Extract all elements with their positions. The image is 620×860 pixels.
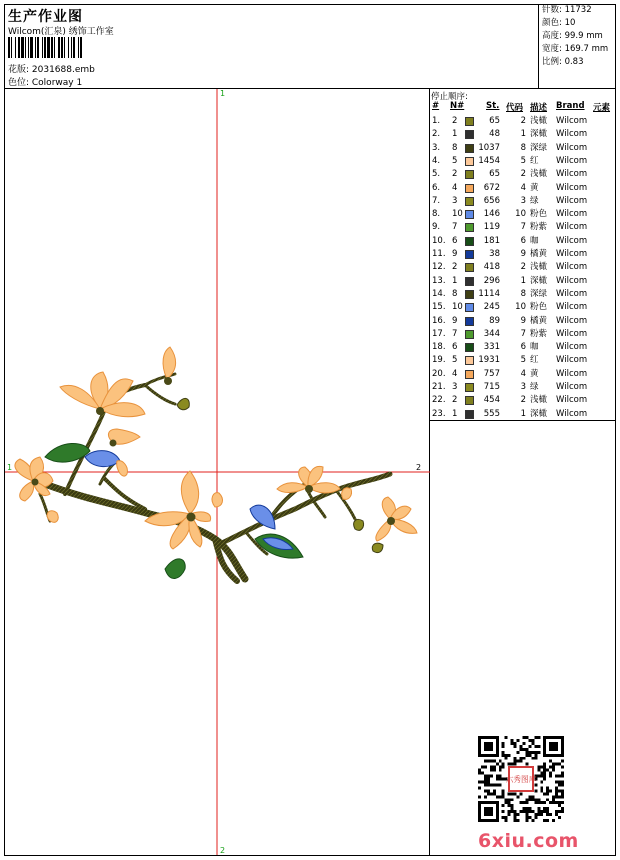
col-element: 元素: [593, 103, 611, 113]
row-code: 7: [520, 328, 526, 339]
row-brand: Wilcom: [556, 328, 588, 339]
row-code: 9: [520, 249, 526, 259]
color-swatch: [465, 343, 474, 352]
row-brand: Wilcom: [556, 315, 588, 326]
row-stitches: 1037: [478, 142, 500, 153]
row-stitches: 65: [489, 116, 500, 126]
col-code: 代码: [506, 103, 524, 113]
row-code: 10: [515, 209, 526, 220]
row-description: 浅橄: [530, 395, 548, 406]
blossom-right: [376, 497, 417, 541]
row-code: 5: [520, 155, 526, 166]
row-stitches: 555: [483, 408, 500, 419]
color-swatch: [465, 277, 474, 286]
table-row: [430, 195, 616, 208]
row-needle: 6: [452, 235, 458, 246]
table-row: [430, 275, 616, 288]
row-needle: 5: [452, 155, 458, 166]
row-code: 7: [520, 222, 526, 233]
row-brand: Wilcom: [556, 382, 588, 392]
row-description: 橘黄: [530, 315, 548, 326]
row-description: 红: [530, 355, 539, 366]
color-swatch: [465, 383, 474, 392]
table-row: [430, 115, 616, 128]
row-needle: 1: [452, 129, 458, 140]
row-needle: 2: [452, 116, 458, 126]
color-swatch: [465, 223, 474, 232]
blossom-center: [145, 471, 211, 549]
row-description: 粉色: [530, 209, 548, 220]
table-row: [430, 354, 616, 367]
color-swatch: [465, 157, 474, 166]
row-description: 红: [530, 155, 539, 166]
col-needle: N#: [450, 101, 465, 111]
row-stitches: 757: [483, 368, 500, 379]
row-code: 4: [520, 368, 526, 379]
row-index: 18.: [432, 342, 446, 353]
blossom-left: [15, 457, 53, 501]
row-description: 深绿: [530, 288, 548, 299]
color-count: 颜色: 10: [542, 18, 576, 28]
row-needle: 8: [452, 142, 458, 153]
row-brand: Wilcom: [556, 395, 588, 406]
blossom-small-top: [163, 347, 176, 385]
studio-name: Wilcom(汇泉) 绣饰工作室: [8, 27, 114, 37]
table-row: [430, 248, 616, 261]
row-stitches: 344: [483, 328, 500, 339]
row-index: 2.: [432, 129, 441, 140]
color-swatch: [465, 410, 474, 419]
table-row: [430, 155, 616, 168]
row-stitches: 146: [483, 209, 500, 220]
row-brand: Wilcom: [556, 209, 588, 220]
h-axis-right-marker: 2: [416, 463, 422, 472]
row-brand: Wilcom: [556, 262, 588, 273]
row-stitches: 715: [483, 382, 500, 392]
col-brand: Brand: [556, 101, 585, 111]
table-row: [430, 221, 616, 234]
table-row: [430, 381, 616, 394]
row-index: 11.: [432, 249, 446, 259]
row-index: 7.: [432, 195, 441, 206]
row-index: 4.: [432, 155, 441, 166]
row-index: 14.: [432, 288, 446, 299]
design-file: 花版: 2031688.emb: [8, 65, 95, 75]
row-description: 咖: [530, 342, 539, 353]
row-stitches: 454: [483, 395, 500, 406]
row-code: 1: [520, 275, 526, 286]
row-stitches: 672: [483, 182, 500, 193]
design-height: 高度: 99.9 mm: [542, 31, 603, 41]
row-brand: Wilcom: [556, 342, 588, 353]
color-swatch: [465, 237, 474, 246]
row-needle: 7: [452, 222, 458, 233]
row-code: 4: [520, 182, 526, 193]
v-axis-top-marker: 1: [220, 89, 226, 98]
row-needle: 2: [452, 262, 458, 273]
row-needle: 10: [452, 209, 463, 220]
row-needle: 2: [452, 395, 458, 406]
row-description: 咖: [530, 235, 539, 246]
row-needle: 7: [452, 328, 458, 339]
table-row: [430, 328, 616, 341]
row-description: 绿: [530, 382, 539, 392]
table-row: [430, 261, 616, 274]
stitch-count: 针数: 11732: [542, 5, 592, 15]
stats-box: [538, 4, 616, 88]
row-index: 19.: [432, 355, 446, 366]
row-code: 8: [520, 288, 526, 299]
color-swatch: [465, 210, 474, 219]
row-description: 深橄: [530, 129, 548, 140]
row-code: 2: [520, 395, 526, 406]
blossom-right-upper: [277, 466, 340, 493]
row-needle: 1: [452, 275, 458, 286]
row-code: 6: [520, 342, 526, 353]
col-index: #: [432, 101, 440, 111]
table-row: [430, 301, 616, 314]
row-stitches: 1454: [478, 155, 500, 166]
row-stitches: 1931: [478, 355, 500, 366]
table-row: [430, 368, 616, 381]
col-description: 描述: [530, 103, 548, 113]
color-swatch: [465, 184, 474, 193]
row-description: 浅橄: [530, 116, 548, 126]
row-brand: Wilcom: [556, 222, 588, 233]
embroidery-canvas: [5, 89, 430, 855]
row-index: 6.: [432, 182, 441, 193]
row-brand: Wilcom: [556, 408, 588, 419]
row-needle: 3: [452, 382, 458, 392]
row-brand: Wilcom: [556, 249, 588, 259]
table-row: [430, 168, 616, 181]
blossom-bud-center: [212, 493, 222, 507]
blossom-bud-right: [177, 398, 189, 409]
row-stitches: 1114: [478, 288, 500, 299]
color-swatch: [465, 250, 474, 259]
color-swatch: [465, 303, 474, 312]
row-index: 15.: [432, 302, 446, 313]
row-index: 12.: [432, 262, 446, 273]
row-code: 6: [520, 235, 526, 246]
row-index: 16.: [432, 315, 446, 326]
row-stitches: 48: [489, 129, 500, 140]
row-brand: Wilcom: [556, 195, 588, 206]
row-needle: 2: [452, 169, 458, 180]
row-description: 深橄: [530, 408, 548, 419]
row-description: 深橄: [530, 275, 548, 286]
row-needle: 10: [452, 302, 463, 313]
blossom-upper: [60, 372, 145, 417]
table-row: [430, 288, 616, 301]
row-needle: 1: [452, 408, 458, 419]
row-needle: 3: [452, 195, 458, 206]
row-index: 3.: [432, 142, 441, 153]
row-description: 粉紫: [530, 222, 548, 233]
row-code: 5: [520, 355, 526, 366]
row-needle: 8: [452, 288, 458, 299]
color-swatch: [465, 396, 474, 405]
table-row: [430, 182, 616, 195]
color-swatch: [465, 197, 474, 206]
table-row: [430, 315, 616, 328]
color-swatch: [465, 144, 474, 153]
barcode: [8, 37, 146, 58]
col-stitches: St.: [486, 101, 500, 111]
row-code: 10: [515, 302, 526, 313]
row-index: 21.: [432, 382, 446, 392]
row-brand: Wilcom: [556, 169, 588, 180]
panel-divider: [430, 420, 616, 421]
row-code: 9: [520, 315, 526, 326]
row-description: 黄: [530, 182, 539, 193]
color-swatch: [465, 317, 474, 326]
table-header: [430, 101, 616, 113]
row-stitches: 89: [489, 315, 500, 326]
row-brand: Wilcom: [556, 182, 588, 193]
table-row: [430, 128, 616, 141]
row-index: 10.: [432, 235, 446, 246]
h-axis-left-marker: 1: [7, 463, 13, 472]
row-brand: Wilcom: [556, 235, 588, 246]
color-swatch: [465, 263, 474, 272]
row-brand: Wilcom: [556, 275, 588, 286]
row-brand: Wilcom: [556, 155, 588, 166]
qr-seal: 六秀图库: [505, 775, 537, 785]
row-description: 绿: [530, 195, 539, 206]
color-swatch: [465, 290, 474, 299]
color-swatch: [465, 130, 474, 139]
table-row: [430, 208, 616, 221]
v-axis-bottom-marker: 2: [220, 846, 226, 855]
row-index: 17.: [432, 328, 446, 339]
row-brand: Wilcom: [556, 142, 588, 153]
row-brand: Wilcom: [556, 288, 588, 299]
row-code: 2: [520, 169, 526, 180]
table-row: [430, 394, 616, 407]
color-swatch: [465, 330, 474, 339]
row-brand: Wilcom: [556, 129, 588, 140]
colorway: 色位: Colorway 1: [8, 78, 83, 88]
qr-code: [478, 736, 564, 822]
table-row: [430, 341, 616, 354]
design-width: 宽度: 169.7 mm: [542, 44, 609, 54]
header: [4, 4, 616, 89]
color-swatch: [465, 356, 474, 365]
row-index: 13.: [432, 275, 446, 286]
row-code: 2: [520, 116, 526, 126]
design-preview: [5, 89, 430, 855]
row-description: 粉色: [530, 302, 548, 313]
row-brand: Wilcom: [556, 116, 588, 126]
row-needle: 9: [452, 315, 458, 326]
row-stitches: 181: [483, 235, 500, 246]
row-stitches: 656: [483, 195, 500, 206]
row-description: 粉紫: [530, 328, 548, 339]
design-scale: 比例: 0.83: [542, 57, 584, 67]
table-row: [430, 235, 616, 248]
row-code: 2: [520, 262, 526, 273]
row-index: 9.: [432, 222, 441, 233]
row-code: 3: [520, 382, 526, 392]
row-stitches: 418: [483, 262, 500, 273]
row-code: 1: [520, 408, 526, 419]
row-needle: 9: [452, 249, 458, 259]
row-brand: Wilcom: [556, 302, 588, 313]
color-swatch: [465, 370, 474, 379]
table-row: [430, 142, 616, 155]
row-index: 5.: [432, 169, 441, 180]
table-row: [430, 408, 616, 421]
site-logo: 6xiu.com: [478, 830, 579, 852]
row-description: 浅橄: [530, 262, 548, 273]
row-description: 浅橄: [530, 169, 548, 180]
row-index: 20.: [432, 368, 446, 379]
row-description: 深绿: [530, 142, 548, 153]
row-code: 1: [520, 129, 526, 140]
color-swatch: [465, 117, 474, 126]
row-description: 橘黄: [530, 249, 548, 259]
row-stitches: 38: [489, 249, 500, 259]
stop-sequence-panel: [430, 89, 616, 855]
panel-caption: 停止顺序:: [431, 92, 468, 102]
color-swatch: [465, 170, 474, 179]
row-brand: Wilcom: [556, 355, 588, 366]
blossom-bud-upper-mid: [117, 461, 128, 476]
blossom-mid-left: [108, 429, 140, 447]
row-brand: Wilcom: [556, 368, 588, 379]
row-stitches: 331: [483, 342, 500, 353]
row-description: 黄: [530, 368, 539, 379]
row-index: 8.: [432, 209, 441, 220]
row-index: 23.: [432, 408, 446, 419]
row-needle: 5: [452, 355, 458, 366]
row-code: 8: [520, 142, 526, 153]
row-code: 3: [520, 195, 526, 206]
row-stitches: 245: [483, 302, 500, 313]
row-index: 1.: [432, 116, 441, 126]
row-needle: 4: [452, 182, 458, 193]
row-stitches: 296: [483, 275, 500, 286]
leaves: [45, 443, 303, 578]
row-needle: 6: [452, 342, 458, 353]
row-index: 22.: [432, 395, 446, 406]
row-stitches: 65: [489, 169, 500, 180]
row-needle: 4: [452, 368, 458, 379]
row-stitches: 119: [483, 222, 500, 233]
blossom-bud-right-low: [342, 488, 383, 553]
page-title: 生产作业图: [8, 9, 83, 25]
